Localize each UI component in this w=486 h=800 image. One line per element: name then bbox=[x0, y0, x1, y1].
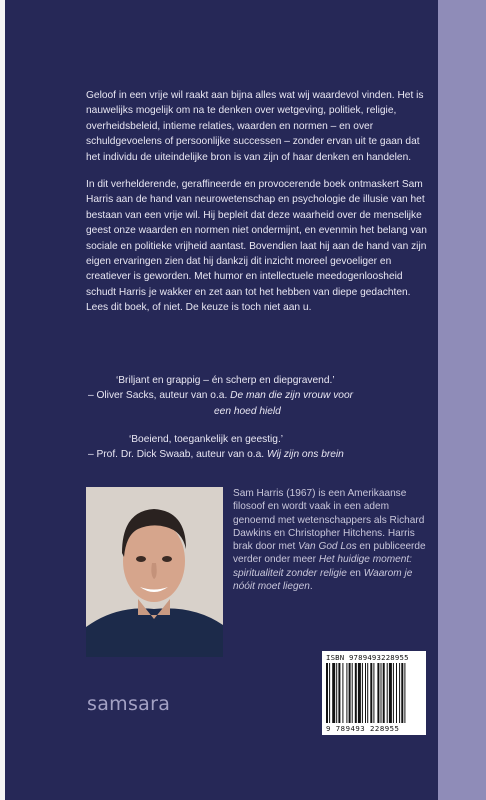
book-title: Het huidige moment: spiritualiteit zonder religie bbox=[233, 554, 412, 579]
author-bio: Sam Harris (1967) is een Amerikaanse filosoof en wordt vaak in een adem genoemd met wetenschappers als Richard Dawkins en Christopher Hitchens. Harris brak door met Van God Los en publiceerde verder onder meer Het huidige moment: spiritualiteit zonder religie en Waarom je nóóit moet liegen. bbox=[233, 488, 426, 593]
quote-text: ‘Briljant en grappig – én scherp en diepgravend.’ bbox=[116, 375, 335, 386]
barcode-bars bbox=[326, 663, 422, 723]
publisher-logo: samsara bbox=[87, 693, 171, 715]
author-photo bbox=[86, 487, 223, 657]
blurb-paragraph-2: In dit verhelderende, geraffineerde en provocerende boek ontmaskert Sam Harris aan de hand van neurowetenschap en psychologie de illusie van het bestaan van een vrije wil. Hij bepleit dat deze waarheid over de menselijke geest onze waarden en normen niet ondermijnt, en evenmin het belang van sociale en politieke vrijheid aantast. Bovendien laat hij aan de hand van zijn eigen ervaringen zien dat hij dankzij dit inzicht moreel gevoeliger en creatiever is geworden. Met humor en intellectuele meedogenloosheid schudt Harris je wakker en zet aan tot het hebben van diepe gedachten. Lees dit boek, of niet. De keuze is toch niet aan u. bbox=[86, 179, 427, 314]
quote-book-title-continued: een hoed hield bbox=[214, 405, 281, 417]
blurb-text bbox=[86, 88, 431, 328]
quote-book-title: De man die zijn vrouw voor bbox=[230, 390, 354, 402]
review-quote-swaab bbox=[88, 432, 428, 463]
isbn-digits: 9 789493 228955 bbox=[326, 724, 400, 733]
quote-source: – Oliver Sacks, auteur van o.a. De man die zijn vrouw voor bbox=[88, 390, 354, 402]
isbn-barcode bbox=[322, 651, 426, 735]
quote-book-title: Wij zijn ons brein bbox=[266, 449, 344, 461]
quote-text: ‘Boeiend, toegankelijk en geestig.’ bbox=[129, 434, 284, 445]
book-title: Van God Los bbox=[298, 541, 357, 553]
quote-source: – Prof. Dr. Dick Swaab, auteur van o.a. Wij zijn ons brein bbox=[88, 449, 344, 461]
isbn-label: ISBN 9789493228955 bbox=[326, 653, 409, 662]
blurb-paragraph-1: Geloof in een vrije wil raakt aan bijna alles wat wij waardevol vinden. Het is nauwelijks mogelijk om na te denken over wetgeving, politiek, religie, overheidsbeleid, intieme relaties, waarden en normen – en over schuldgevoelens of persoonlijke successen – zonder ervan uit te gaan dat het individu de uiteindelijke bron is van zijn of haar denken en handelen. bbox=[86, 90, 424, 163]
review-quote-sacks bbox=[88, 373, 428, 419]
book-title: Waarom je nóóit moet liegen bbox=[233, 567, 413, 593]
book-spine bbox=[438, 0, 486, 800]
